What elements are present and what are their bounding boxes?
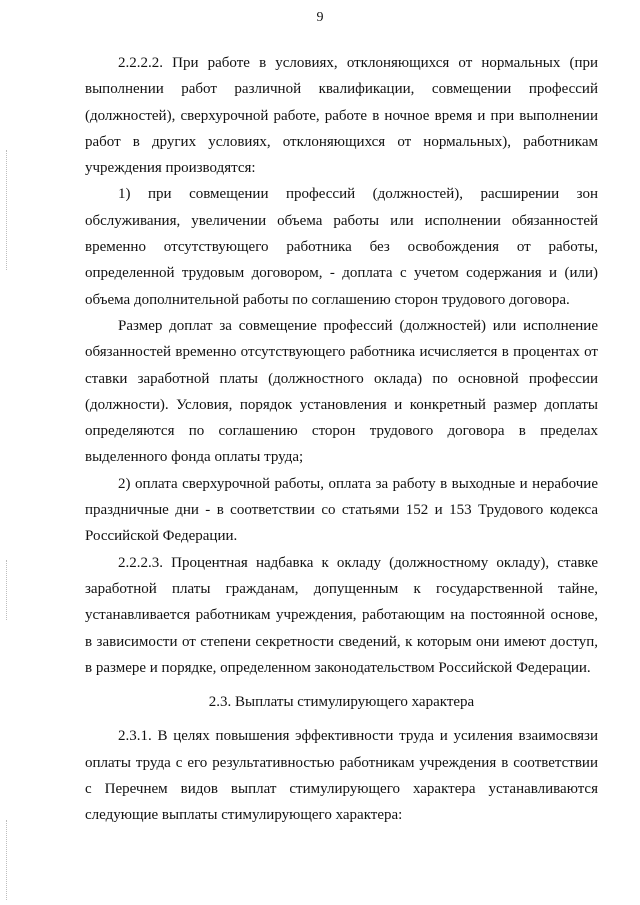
document-body bbox=[85, 50, 598, 829]
section-heading-2-3: 2.3. Выплаты стимулирующего характера bbox=[208, 694, 475, 711]
scan-edge-mark bbox=[6, 150, 7, 270]
paragraph-item-2: 2) оплата сверхурочной работы, оплата за работу в выходные и нерабочие праздничные дни - в соответствии со статьями 152 и 153 Трудового кодекса Российской Федерации. bbox=[85, 475, 598, 545]
page-number: 9 bbox=[316, 10, 324, 25]
paragraph-item-1: 1) при совмещении профессий (должностей), расширении зон обслуживания, увеличении объема работы или исполнении обязанностей временно отсутствующего работника без освобождения от работы, определенной трудовым договором, - доплата с учетом содержания и (или) объема дополнительной работы по соглашению сторон трудового договора. bbox=[85, 186, 598, 308]
scan-edge-mark bbox=[6, 820, 7, 900]
paragraph-surcharge-size: Размер доплат за совмещение профессий (должностей) или исполнение обязанностей временно отсутствующего работника исчисляется в процентах от ставки заработной платы (должностного оклада) по основной профессии (должности). Условия, порядок установления и конкретный размер доплаты определяются по соглашению сторон трудового договора в пределах выделенного фонда оплаты труда; bbox=[85, 317, 598, 466]
paragraph-2-2-2-3: 2.2.2.3. Процентная надбавка к окладу (должностному окладу), ставке заработной платы гражданам, допущенным к государственной тайне, устанавливается работникам учреждения, работающим на постоянной основе, в зависимости от степени секретности сведений, к которым они имеют доступ, в размере и порядке, определенном законодательством Российской Федерации. bbox=[85, 554, 598, 676]
scan-edge-mark bbox=[6, 560, 7, 620]
paragraph-2-3-1: 2.3.1. В целях повышения эффективности труда и усиления взаимосвязи оплаты труда с его результативностью работникам учреждения в соответствии с Перечнем видов выплат стимулирующего характера устанавливаются следующие выплаты стимулирующего характера: bbox=[85, 728, 598, 824]
paragraph-2-2-2-2: 2.2.2.2. При работе в условиях, отклоняющихся от нормальных (при выполнении работ различной квалификации, совмещении профессий (должностей), сверхурочной работе, работе в ночное время и при выполнении работ в других условиях, отклоняющихся от нормальных), работникам учреждения производятся: bbox=[85, 55, 598, 177]
